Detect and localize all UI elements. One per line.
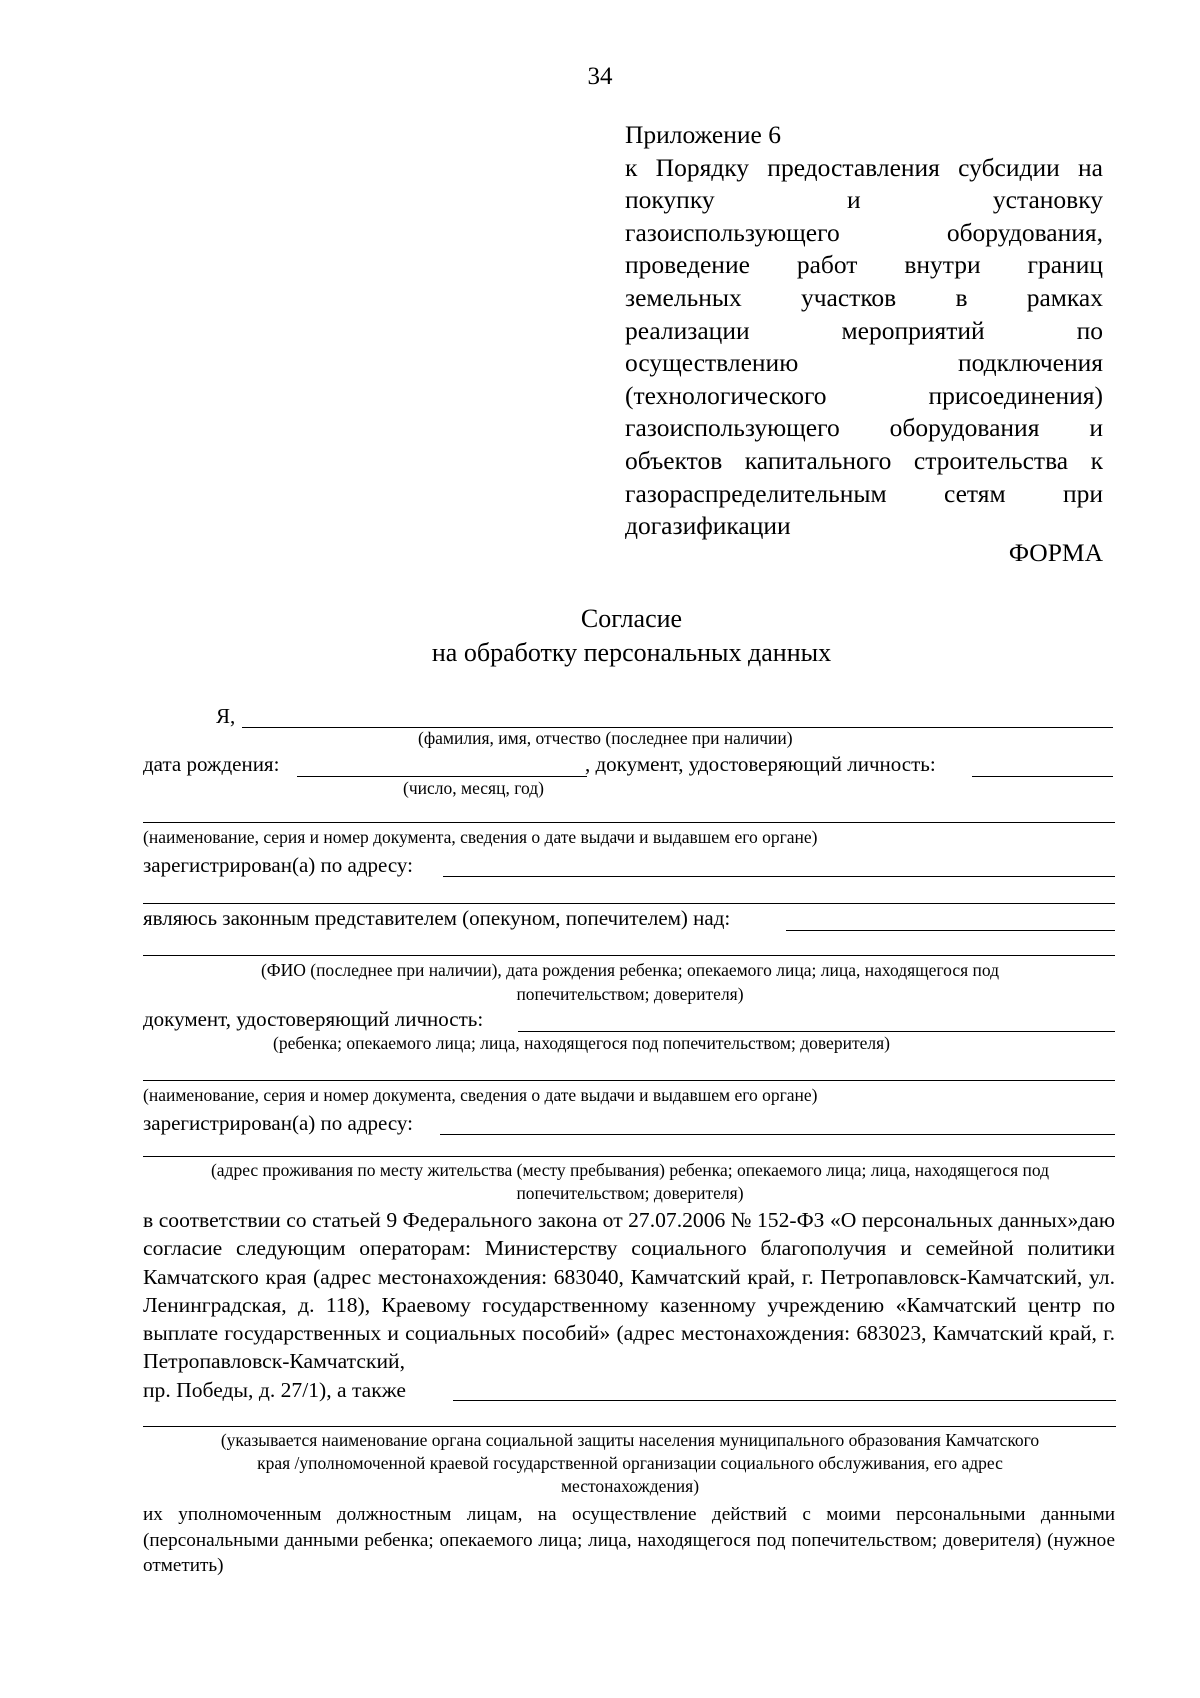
org-caption: (указывается наименование органа социальной защиты населения муниципального образования Камчатского bbox=[220, 1430, 1040, 1450]
document-subtitle: на обработку персональных данных bbox=[431, 638, 832, 667]
ward-doc-label: документ, удостоверяющий личность: bbox=[143, 1007, 484, 1031]
appendix-line: газораспределительным сетям при bbox=[625, 478, 1103, 508]
address-label: зарегистрирован(а) по адресу: bbox=[143, 853, 413, 877]
form-label: ФОРМА bbox=[1008, 538, 1103, 567]
appendix-line: к Порядку предоставления субсидии на bbox=[625, 152, 1103, 182]
consent-closing: их уполномоченным должностным лицам, на осуществление действий с моими персональными данными (персональными данными ребенка; опекаемого лица; лица, находящегося под попечительством; доверителя) (нужное отметить) bbox=[143, 1504, 1115, 1576]
identity-doc-field-start[interactable] bbox=[972, 776, 1113, 777]
identity-doc-field[interactable] bbox=[143, 822, 1115, 823]
appendix-line: объектов капитального строительства к bbox=[625, 445, 1103, 475]
ward-doc-field-2[interactable] bbox=[143, 1080, 1115, 1081]
ward-address-label: зарегистрирован(а) по адресу: bbox=[143, 1111, 413, 1135]
ward-residence-field[interactable] bbox=[143, 1156, 1115, 1157]
appendix-line: земельных участков в рамках bbox=[625, 282, 1103, 312]
ward-doc-caption: (ребенка; опекаемого лица; лица, находящегося под попечительством; доверителя) bbox=[273, 1033, 890, 1053]
residence-caption: попечительством; доверителя) bbox=[516, 1183, 744, 1203]
appendix-line: проведение работ внутри границ bbox=[625, 250, 1103, 280]
ya-label: Я, bbox=[216, 704, 236, 728]
appendix-line: Приложение 6 bbox=[625, 120, 781, 149]
other-operator-field[interactable] bbox=[453, 1400, 1116, 1401]
birth-date-field[interactable] bbox=[297, 776, 587, 777]
fio-caption: (фамилия, имя, отчество (последнее при наличии) bbox=[418, 728, 793, 748]
representative-label: являюсь законным представителем (опекуном, попечителем) над: bbox=[143, 906, 731, 930]
org-caption: местонахождения) bbox=[560, 1476, 700, 1496]
ward-caption: попечительством; доверителя) bbox=[516, 984, 744, 1004]
ward-field[interactable] bbox=[143, 955, 1115, 956]
appendix-line: (технологического присоединения) bbox=[625, 380, 1103, 410]
appendix-line: осуществлению подключения bbox=[625, 348, 1103, 378]
ward-caption: (ФИО (последнее при наличии), дата рождения ребенка; опекаемого лица; лица, находящегося под bbox=[260, 960, 1000, 980]
ward-doc-caption: (наименование, серия и номер документа, сведения о дате выдачи и выдавшем его органе) bbox=[143, 1085, 818, 1105]
identity-doc-label: , документ, удостоверяющий личность: bbox=[585, 752, 936, 776]
other-operator-field-2[interactable] bbox=[143, 1426, 1116, 1427]
appendix-line: газоиспользующего оборудования и bbox=[625, 413, 1103, 443]
appendix-line: догазификации bbox=[625, 511, 791, 541]
residence-caption: (адрес проживания по месту жительства (месту пребывания) ребенка; опекаемого лица; лица, находящегося под bbox=[210, 1160, 1050, 1180]
document-title: Согласие bbox=[580, 604, 683, 633]
address-field[interactable] bbox=[443, 876, 1115, 877]
identity-doc-caption: (наименование, серия и номер документа, сведения о дате выдачи и выдавшем его органе) bbox=[143, 827, 818, 847]
ward-doc-field[interactable] bbox=[518, 1031, 1115, 1032]
birth-date-label: дата рождения: bbox=[143, 752, 280, 776]
org-caption: края /уполномоченной краевой государственной организации социального обслуживания, его адрес bbox=[257, 1453, 1003, 1473]
address-field-2[interactable] bbox=[143, 903, 1115, 904]
consent-paragraph bbox=[143, 1206, 1115, 1404]
consent-tail: пр. Победы, д. 27/1), а также bbox=[143, 1377, 406, 1402]
ward-address-field[interactable] bbox=[440, 1134, 1115, 1135]
representative-field[interactable] bbox=[786, 930, 1115, 931]
page-number: 34 bbox=[587, 63, 613, 90]
appendix-line: реализации мероприятий по bbox=[625, 315, 1103, 345]
appendix-line: газоиспользующего оборудования, bbox=[625, 217, 1103, 247]
appendix-line: покупку и установку bbox=[625, 185, 1103, 215]
birth-date-caption: (число, месяц, год) bbox=[403, 778, 544, 798]
appendix-block bbox=[625, 119, 1103, 543]
consent-body: в соответствии со статьей 9 Федерального закона от 27.07.2006 № 152-ФЗ «О персональных данных»даю согласие следующим операторам: Министерству социального благополучия и семейной политики Камчатского края (адрес местонахождения: 683040, Камчатский край, г. Петропавловск-Камчатский, ул. Ленинградская, д. 118), Краевому государственному казенному учреждению «Камчатский центр по выплате государственных и социальных пособий» (адрес местонахождения: 683023, Камчатский край, г. Петропавловск-Камчатский, bbox=[143, 1208, 1115, 1374]
